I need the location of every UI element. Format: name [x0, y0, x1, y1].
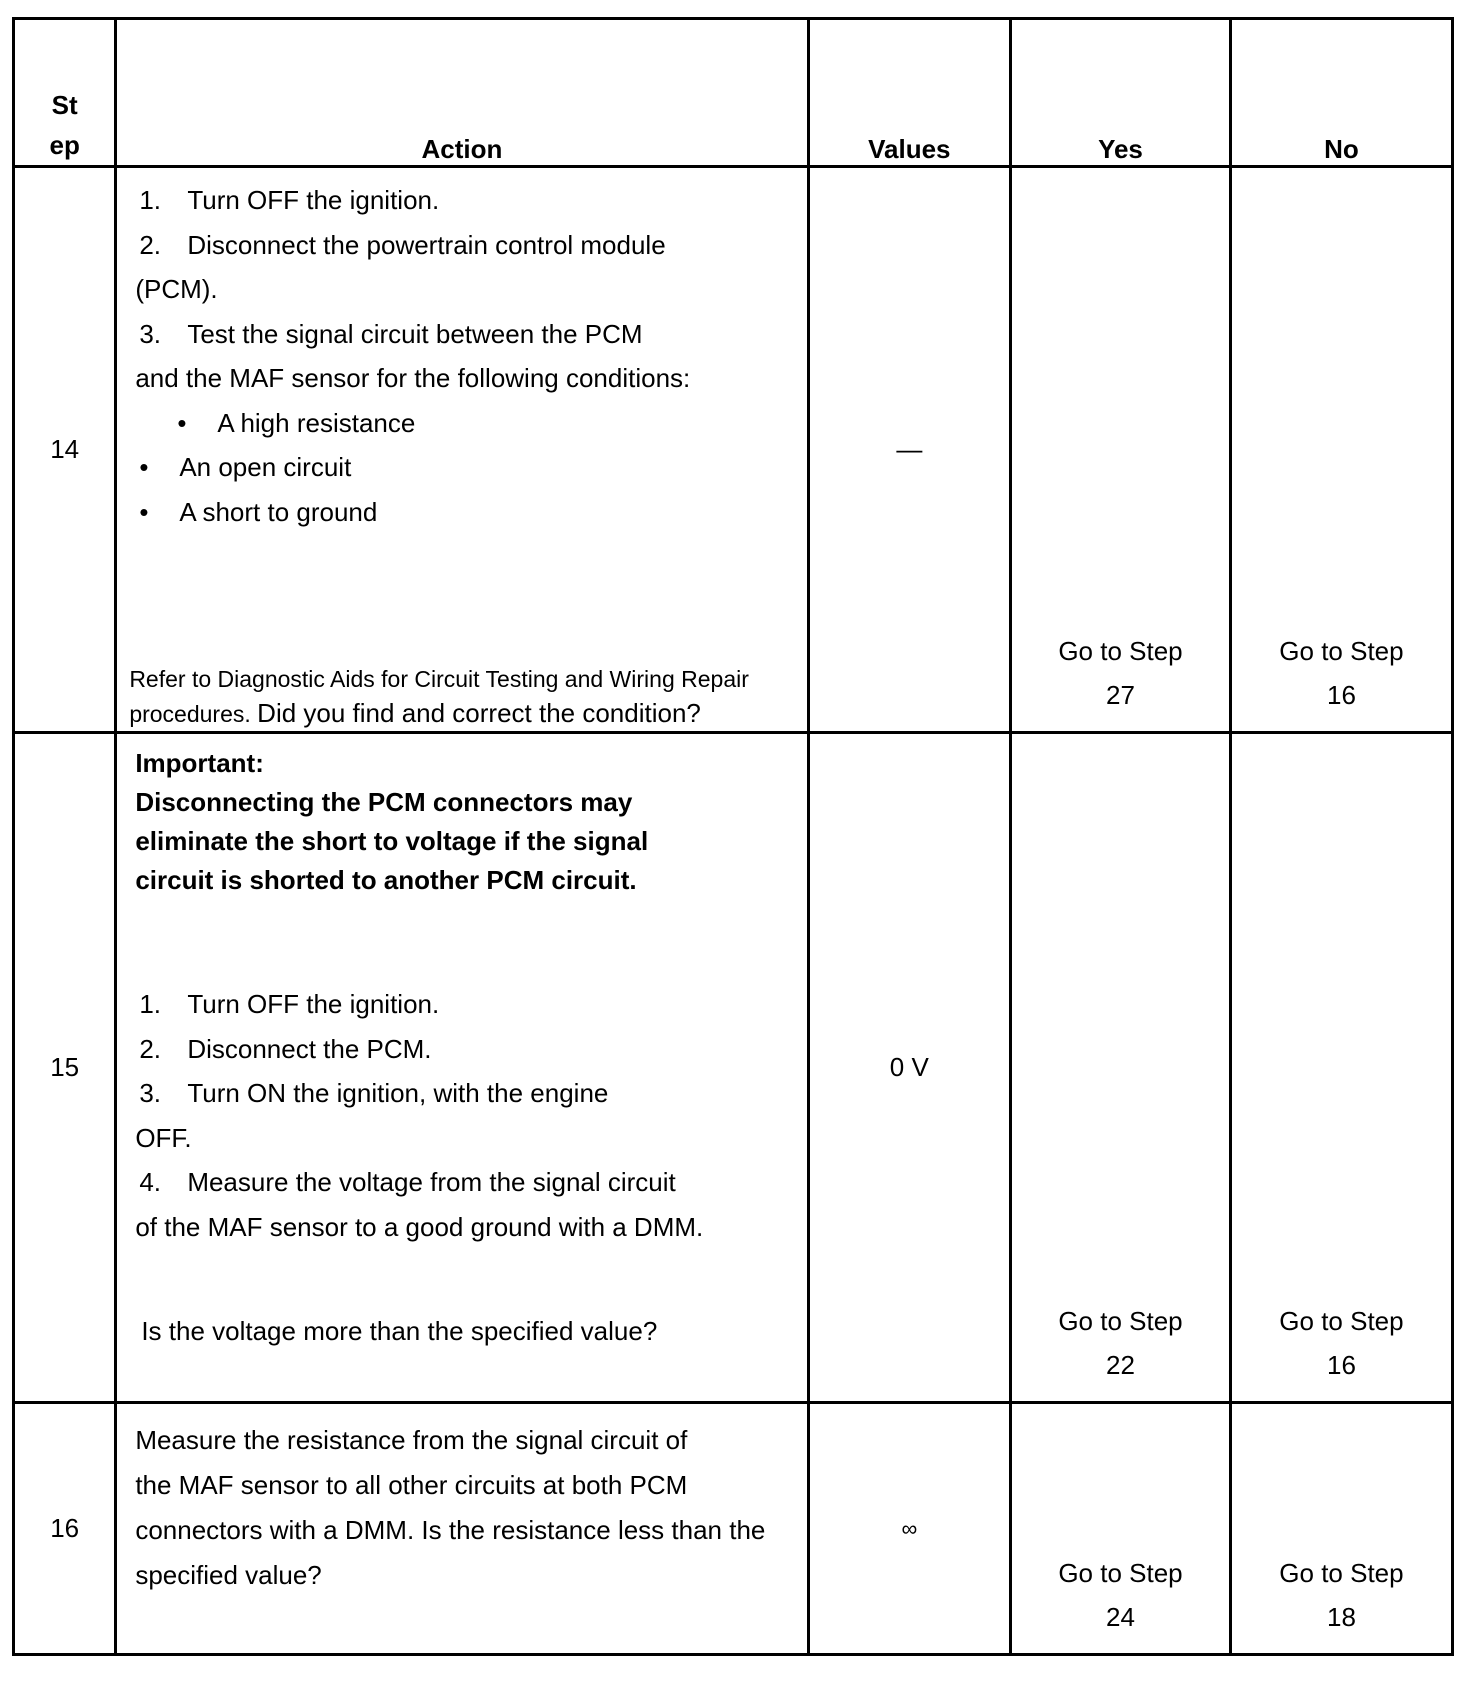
- header-no: No: [1230, 19, 1452, 167]
- header-action: Action: [116, 19, 808, 167]
- go-to-step-yes: Go to Step: [1058, 1306, 1183, 1336]
- continuation-text: of the MAF sensor to a good ground with a DMM.: [135, 1211, 704, 1242]
- go-to-step-yes: Go to Step: [1058, 1558, 1183, 1588]
- list-item: 2. Disconnect the PCM.: [139, 1033, 432, 1064]
- action-cell: Measure the resistance from the signal circuit of the MAF sensor to all other circuits at both PCM connectors with a DMM. Is the resistance less than the specified value?: [116, 1403, 808, 1655]
- refer-note: Refer to Diagnostic Aids for Circuit Testing and Wiring Repair procedures. Did you find and correct the condition?: [129, 666, 749, 728]
- no-step-number: 16: [1327, 680, 1356, 710]
- yes-step-number: 24: [1106, 1602, 1135, 1632]
- list-item: 1. Turn OFF the ignition.: [139, 185, 440, 215]
- bullet-item: • A high resistance: [135, 401, 798, 446]
- go-to-step-no: Go to Step: [1279, 1558, 1404, 1588]
- yes-cell: [1011, 167, 1231, 733]
- bullet-item: • A short to ground: [135, 490, 798, 535]
- table-row: [14, 733, 1453, 1403]
- continuation-text: (PCM).: [135, 274, 218, 304]
- action-cell: [116, 167, 808, 733]
- step-number: 16: [14, 1403, 116, 1655]
- continuation-text: and the MAF sensor for the following conditions:: [135, 363, 691, 393]
- bullet-icon: •: [177, 407, 187, 438]
- list-item: 1. Turn OFF the ignition.: [139, 989, 440, 1019]
- go-to-step-no: Go to Step: [1279, 1306, 1404, 1336]
- header-values: Values: [808, 19, 1010, 167]
- bullet-icon: •: [139, 496, 149, 527]
- header-step: St ep: [14, 19, 116, 167]
- header-yes: Yes: [1011, 19, 1231, 167]
- yes-step-number: 27: [1106, 680, 1135, 710]
- yes-step-number: 22: [1106, 1350, 1135, 1380]
- value-cell: 0 V: [808, 733, 1010, 1403]
- go-to-step-no: Go to Step: [1279, 636, 1404, 666]
- yes-cell: [1011, 1403, 1231, 1655]
- step-number: 14: [14, 167, 116, 733]
- no-cell: [1230, 733, 1452, 1403]
- header-row: [14, 19, 1453, 167]
- diagnostic-table: [12, 17, 1454, 1656]
- continuation-text: OFF.: [135, 1122, 192, 1153]
- yes-cell: [1011, 733, 1231, 1403]
- table-row: [14, 1403, 1453, 1655]
- step-number: 15: [14, 733, 116, 1403]
- no-cell: [1230, 1403, 1452, 1655]
- list-item: 4. Measure the voltage from the signal circuit: [139, 1167, 676, 1197]
- table-row: [14, 167, 1453, 733]
- bullet-item: • An open circuit: [135, 445, 798, 490]
- bullet-icon: •: [139, 452, 149, 482]
- list-item: 2. Disconnect the powertrain control module: [139, 229, 666, 260]
- value-cell: —: [808, 167, 1010, 733]
- important-title: Important:: [135, 748, 264, 778]
- no-step-number: 16: [1327, 1350, 1356, 1380]
- list-item: 3. Test the signal circuit between the PCM: [139, 318, 643, 349]
- important-note: Important: Disconnecting the PCM connectors may eliminate the short to voltage if the signal circuit is shorted to another PCM circuit.: [135, 744, 798, 982]
- no-cell: [1230, 167, 1452, 733]
- action-cell: [116, 733, 808, 1403]
- value-cell: ∞: [808, 1403, 1010, 1655]
- list-item: 3. Turn ON the ignition, with the engine: [139, 1078, 609, 1108]
- question-text: Is the voltage more than the specified value?: [141, 1316, 658, 1346]
- question-text: Did you find and correct the condition?: [257, 698, 701, 728]
- go-to-step-yes: Go to Step: [1058, 636, 1183, 666]
- no-step-number: 18: [1327, 1602, 1356, 1632]
